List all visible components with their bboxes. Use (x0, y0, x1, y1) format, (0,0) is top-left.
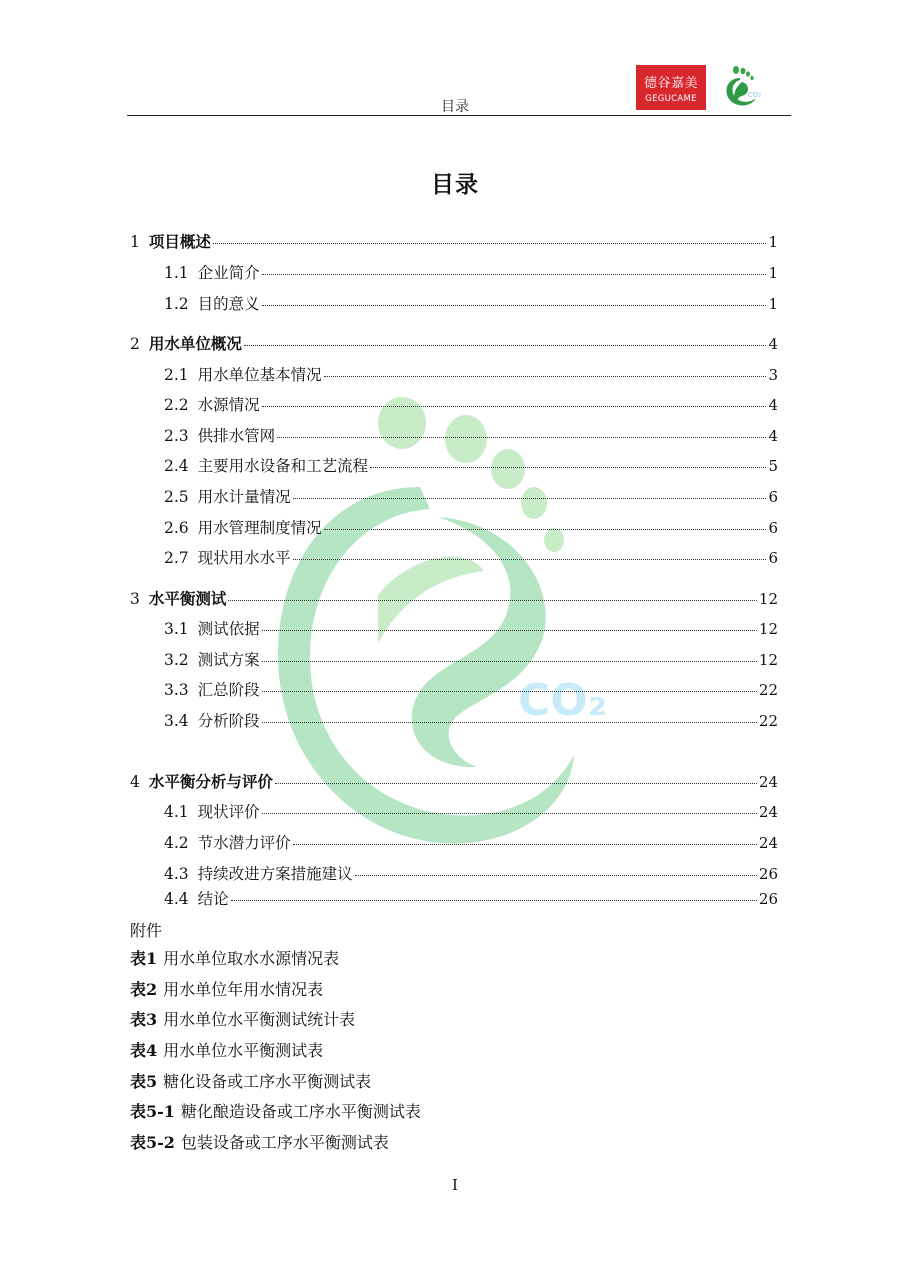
toc-dot-leader (277, 437, 766, 438)
toc-entry[interactable] (164, 456, 778, 476)
toc-entry-number: 2.6 (164, 519, 189, 537)
toc-entry-number: 3.3 (164, 681, 189, 699)
toc-entry-number: 2.5 (164, 488, 189, 506)
toc-entry[interactable] (164, 294, 778, 314)
toc-entry-number: 2 (130, 335, 140, 353)
toc-dot-leader (244, 345, 767, 346)
toc-entry-label: 水平衡测试 (148, 590, 227, 608)
toc-entry-label: 用水单位基本情况 (197, 366, 322, 384)
toc-entry-page: 5 (768, 457, 778, 475)
annex-item[interactable] (130, 949, 339, 969)
toc-dot-leader (262, 305, 767, 306)
toc-entry-page: 22 (758, 712, 778, 730)
toc-dot-leader (293, 498, 767, 499)
toc-entry-number: 1 (130, 233, 140, 251)
toc-entry[interactable] (164, 650, 778, 670)
toc-entry-label: 结论 (197, 890, 229, 908)
annex-item-number: 表3 (130, 1010, 158, 1029)
toc-entry-page: 3 (768, 366, 778, 384)
toc-entry[interactable] (164, 518, 778, 538)
toc-entry[interactable] (130, 772, 778, 792)
toc-entry-page: 1 (768, 295, 778, 313)
brand-logo (636, 65, 706, 110)
toc-dot-leader (355, 875, 757, 876)
toc-entry-label: 目的意义 (197, 295, 260, 313)
toc-entry[interactable] (164, 711, 778, 731)
toc-entry-page: 1 (768, 264, 778, 282)
toc-entry-label: 供排水管网 (197, 427, 276, 445)
toc-dot-leader (213, 243, 767, 244)
annex-item-number: 表5 (130, 1072, 158, 1091)
toc-entry-page: 26 (758, 890, 778, 908)
toc-entry-label: 水源情况 (197, 396, 260, 414)
toc-entry-page: 12 (758, 620, 778, 638)
toc-entry-label: 分析阶段 (197, 712, 260, 730)
toc-entry[interactable] (164, 395, 778, 415)
toc-entry-page: 6 (768, 549, 778, 567)
header-divider (127, 115, 791, 116)
annex-heading: 附件 (130, 921, 163, 940)
annex-item-number: 表5-2 (130, 1133, 175, 1152)
toc-entry-number: 4 (130, 773, 140, 791)
toc-dot-leader (262, 406, 767, 407)
toc-entry-number: 2.7 (164, 549, 189, 567)
toc-entry-label: 现状用水水平 (197, 549, 291, 567)
toc-entry[interactable] (130, 232, 778, 252)
toc-entry-number: 1.1 (164, 264, 189, 282)
toc-entry-number: 4.1 (164, 803, 189, 821)
toc-dot-leader (262, 274, 767, 275)
toc-entry-label: 测试方案 (197, 651, 260, 669)
toc-entry-label: 企业简介 (197, 264, 260, 282)
annex-item[interactable] (130, 1133, 389, 1153)
toc-dot-leader (293, 844, 757, 845)
toc-dot-leader (275, 783, 757, 784)
toc-entry-label: 主要用水设备和工艺流程 (197, 457, 369, 475)
toc-dot-leader (262, 691, 757, 692)
toc-entry-label: 持续改进方案措施建议 (197, 865, 353, 883)
annex-item-number: 表1 (130, 949, 158, 968)
annex-item-label: 用水单位年用水情况表 (163, 980, 324, 999)
toc-entry-number: 3 (130, 590, 140, 608)
toc-entry[interactable] (164, 263, 778, 283)
toc-entry-page: 24 (758, 834, 778, 852)
toc-entry-label: 用水单位概况 (148, 335, 242, 353)
toc-entry[interactable] (164, 833, 778, 853)
toc-entry-label: 项目概述 (148, 233, 211, 251)
toc-entry[interactable] (130, 334, 778, 354)
annex-item[interactable] (130, 1041, 323, 1061)
toc-entry-label: 节水潜力评价 (197, 834, 291, 852)
toc-entry-number: 2.2 (164, 396, 189, 414)
toc-entry-label: 现状评价 (197, 803, 260, 821)
annex-item[interactable] (130, 1102, 421, 1122)
toc-dot-leader (262, 661, 757, 662)
toc-entry-page: 1 (768, 233, 778, 251)
annex-item-label: 用水单位水平衡测试统计表 (163, 1010, 356, 1029)
toc-entry[interactable] (164, 365, 778, 385)
toc-entry-page: 22 (758, 681, 778, 699)
toc-entry[interactable] (164, 864, 778, 884)
toc-dot-leader (293, 559, 767, 560)
toc-entry-number: 3.4 (164, 712, 189, 730)
annex-item-number: 表5-1 (130, 1102, 175, 1121)
toc-dot-leader (231, 900, 757, 901)
annex-item[interactable] (130, 1072, 371, 1092)
annex-item[interactable] (130, 1010, 355, 1030)
toc-entry-number: 1.2 (164, 295, 189, 313)
annex-item[interactable] (130, 980, 323, 1000)
annex-item-label: 糖化设备或工序水平衡测试表 (163, 1072, 372, 1091)
toc-dot-leader (262, 813, 757, 814)
toc-entry-number: 4.2 (164, 834, 189, 852)
toc-entry-number: 3.1 (164, 620, 189, 638)
toc-entry-page: 6 (768, 488, 778, 506)
toc-entry[interactable] (164, 889, 778, 909)
toc-entry-label: 汇总阶段 (197, 681, 260, 699)
toc-entry[interactable] (164, 548, 778, 568)
toc-entry-number: 2.1 (164, 366, 189, 384)
toc-entry-page: 4 (768, 427, 778, 445)
toc-entry[interactable] (164, 680, 778, 700)
toc-entry-page: 12 (758, 651, 778, 669)
toc-entry[interactable] (164, 802, 778, 822)
toc-dot-leader (370, 467, 766, 468)
toc-entry-page: 12 (758, 590, 778, 608)
toc-entry[interactable] (164, 619, 778, 639)
toc-entry-page: 24 (758, 803, 778, 821)
carbon-footprint-logo-icon (718, 64, 768, 112)
toc-dot-leader (228, 600, 757, 601)
toc-dot-leader (262, 722, 757, 723)
toc-entry-page: 4 (768, 396, 778, 414)
toc-entry-label: 用水管理制度情况 (197, 519, 322, 537)
toc-entry-page: 26 (758, 865, 778, 883)
toc-entry-page: 24 (758, 773, 778, 791)
toc-entry-number: 2.4 (164, 457, 189, 475)
page-title: 目录 (431, 172, 479, 198)
co2-watermark-text: CO₂ (518, 675, 607, 726)
toc-entry[interactable] (164, 426, 778, 446)
annex-item-label: 糖化酿造设备或工序水平衡测试表 (180, 1102, 421, 1121)
logo-badge: CO₂ (748, 91, 762, 99)
brand-name-cn: 德谷嘉美 (643, 76, 698, 91)
page-number: I (452, 1176, 458, 1194)
annex-item-label: 用水单位取水水源情况表 (163, 949, 340, 968)
toc-entry-number: 3.2 (164, 651, 189, 669)
toc-entry[interactable] (164, 487, 778, 507)
header-title: 目录 (441, 99, 469, 115)
toc-dot-leader (324, 529, 767, 530)
toc-entry-label: 用水计量情况 (197, 488, 291, 506)
toc-entry-number: 4.3 (164, 865, 189, 883)
annex-item-number: 表2 (130, 980, 158, 999)
toc-entry-label: 水平衡分析与评价 (148, 773, 273, 791)
toc-entry-page: 4 (768, 335, 778, 353)
brand-name-en: GEGUCAME (645, 94, 697, 104)
toc-entry-page: 6 (768, 519, 778, 537)
toc-entry-number: 2.3 (164, 427, 189, 445)
annex-item-label: 用水单位水平衡测试表 (163, 1041, 324, 1060)
toc-entry-number: 4.4 (164, 890, 189, 908)
annex-item-label: 包装设备或工序水平衡测试表 (180, 1133, 389, 1152)
toc-dot-leader (262, 630, 757, 631)
toc-entry-label: 测试依据 (197, 620, 260, 638)
toc-dot-leader (324, 376, 767, 377)
toc-entry[interactable] (130, 589, 778, 609)
annex-item-number: 表4 (130, 1041, 158, 1060)
